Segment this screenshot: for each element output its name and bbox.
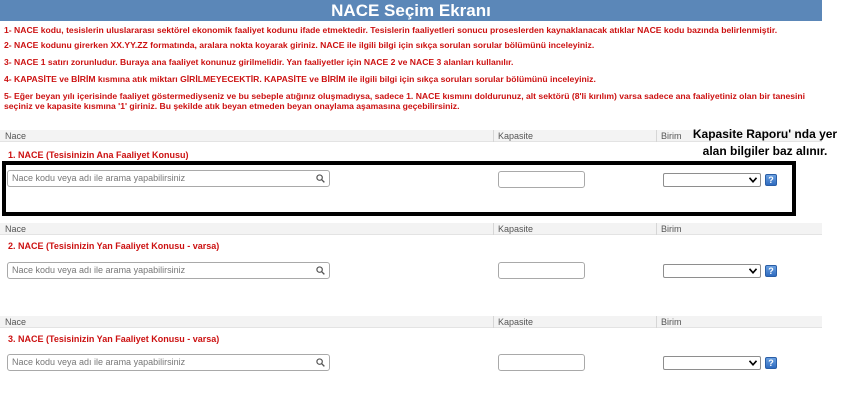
- column-birim: Birim: [661, 131, 682, 141]
- column-header-row: [0, 316, 822, 328]
- column-kapasite: Kapasite: [498, 224, 534, 234]
- instruction-4: 4- KAPASİTE ve BİRİM kısmına atık miktarı GİRİLMEYECEKTİR. KAPASİTE ve BİRİM ile ilgili bilgi için sıkça soruları sorular bölümünü inceleyiniz.: [4, 74, 596, 84]
- instruction-2: 2- NACE kodunu girerken XX.YY.ZZ formatında, aralara nokta koyarak giriniz. NACE ile ilgili bilgi için sıkça sorulan sorular bölümünü inceleyiniz.: [4, 40, 595, 50]
- page-title: NACE Seçim Ekranı: [0, 0, 822, 21]
- column-divider: [493, 316, 494, 328]
- column-divider: [656, 316, 657, 328]
- search-placeholder: Nace kodu veya adı ile arama yapabilirsiniz: [12, 173, 186, 183]
- chevron-down-icon: [749, 268, 757, 274]
- nace-3-kapasite-input[interactable]: [498, 354, 585, 371]
- search-placeholder: Nace kodu veya adı ile arama yapabilirsiniz: [12, 265, 186, 275]
- instructions: [4, 25, 822, 116]
- help-icon[interactable]: ?: [765, 357, 777, 369]
- section-label-nace-1: 1. NACE (Tesisinizin Ana Faaliyet Konusu): [8, 150, 189, 160]
- highlight-box: [2, 161, 796, 216]
- column-kapasite: Kapasite: [498, 131, 534, 141]
- nace-3-search-input[interactable]: [7, 354, 330, 371]
- column-divider: [493, 130, 494, 142]
- column-divider: [656, 223, 657, 235]
- search-icon: [316, 266, 325, 275]
- column-header-row: [0, 223, 822, 235]
- help-icon[interactable]: ?: [765, 174, 777, 186]
- column-divider: [656, 130, 657, 142]
- annotation-note: Kapasite Raporu' nda yer alan bilgiler baz alınır.: [692, 127, 838, 158]
- column-divider: [493, 223, 494, 235]
- column-kapasite: Kapasite: [498, 317, 534, 327]
- instruction-1: 1- NACE kodu, tesislerin uluslararası sektörel ekonomik faaliyet kodunu ifade etmektedir. Tesislerin faaliyetleri sonucu proseslerden kaynaklanacak atıklar NACE kodu bazında belirlenmiştir.: [4, 25, 778, 35]
- nace-3-birim-select[interactable]: [663, 356, 761, 370]
- search-icon: [316, 358, 325, 367]
- column-nace: Nace: [5, 224, 27, 234]
- nace-2-birim-select[interactable]: [663, 264, 761, 278]
- chevron-down-icon: [749, 360, 757, 366]
- nace-2-search-input[interactable]: [7, 262, 330, 279]
- section-label-nace-2: 2. NACE (Tesisinizin Yan Faaliyet Konusu - varsa): [8, 241, 220, 251]
- search-placeholder: Nace kodu veya adı ile arama yapabilirsiniz: [12, 357, 186, 367]
- nace-2-kapasite-input[interactable]: [498, 262, 585, 279]
- instruction-3: 3- NACE 1 satırı zorunludur. Buraya ana faaliyet konunuz girilmelidir. Yan faaliyetler için NACE 2 ve NACE 3 alanları kullanılır.: [4, 57, 514, 67]
- instruction-5: 5- Eğer beyan yılı içerisinde faaliyet göstermediyseniz ve bu sebeple atığınız oluşmadıysa, sadece 1. NACE kısmını doldurunuz, alt sektörü (8'li kırılım) varsa sadece ana faaliyetiniz olan bir tanesini seçiniz ve kapasite kısmına '1' giriniz. Bu şekilde atık beyan etmeden beyan onaylama aşamasına geçebilirsiniz.: [4, 91, 806, 111]
- column-birim: Birim: [661, 224, 682, 234]
- column-birim: Birim: [661, 317, 682, 327]
- section-label-nace-3: 3. NACE (Tesisinizin Yan Faaliyet Konusu - varsa): [8, 334, 220, 344]
- column-nace: Nace: [5, 131, 27, 141]
- help-icon[interactable]: ?: [765, 265, 777, 277]
- column-nace: Nace: [5, 317, 27, 327]
